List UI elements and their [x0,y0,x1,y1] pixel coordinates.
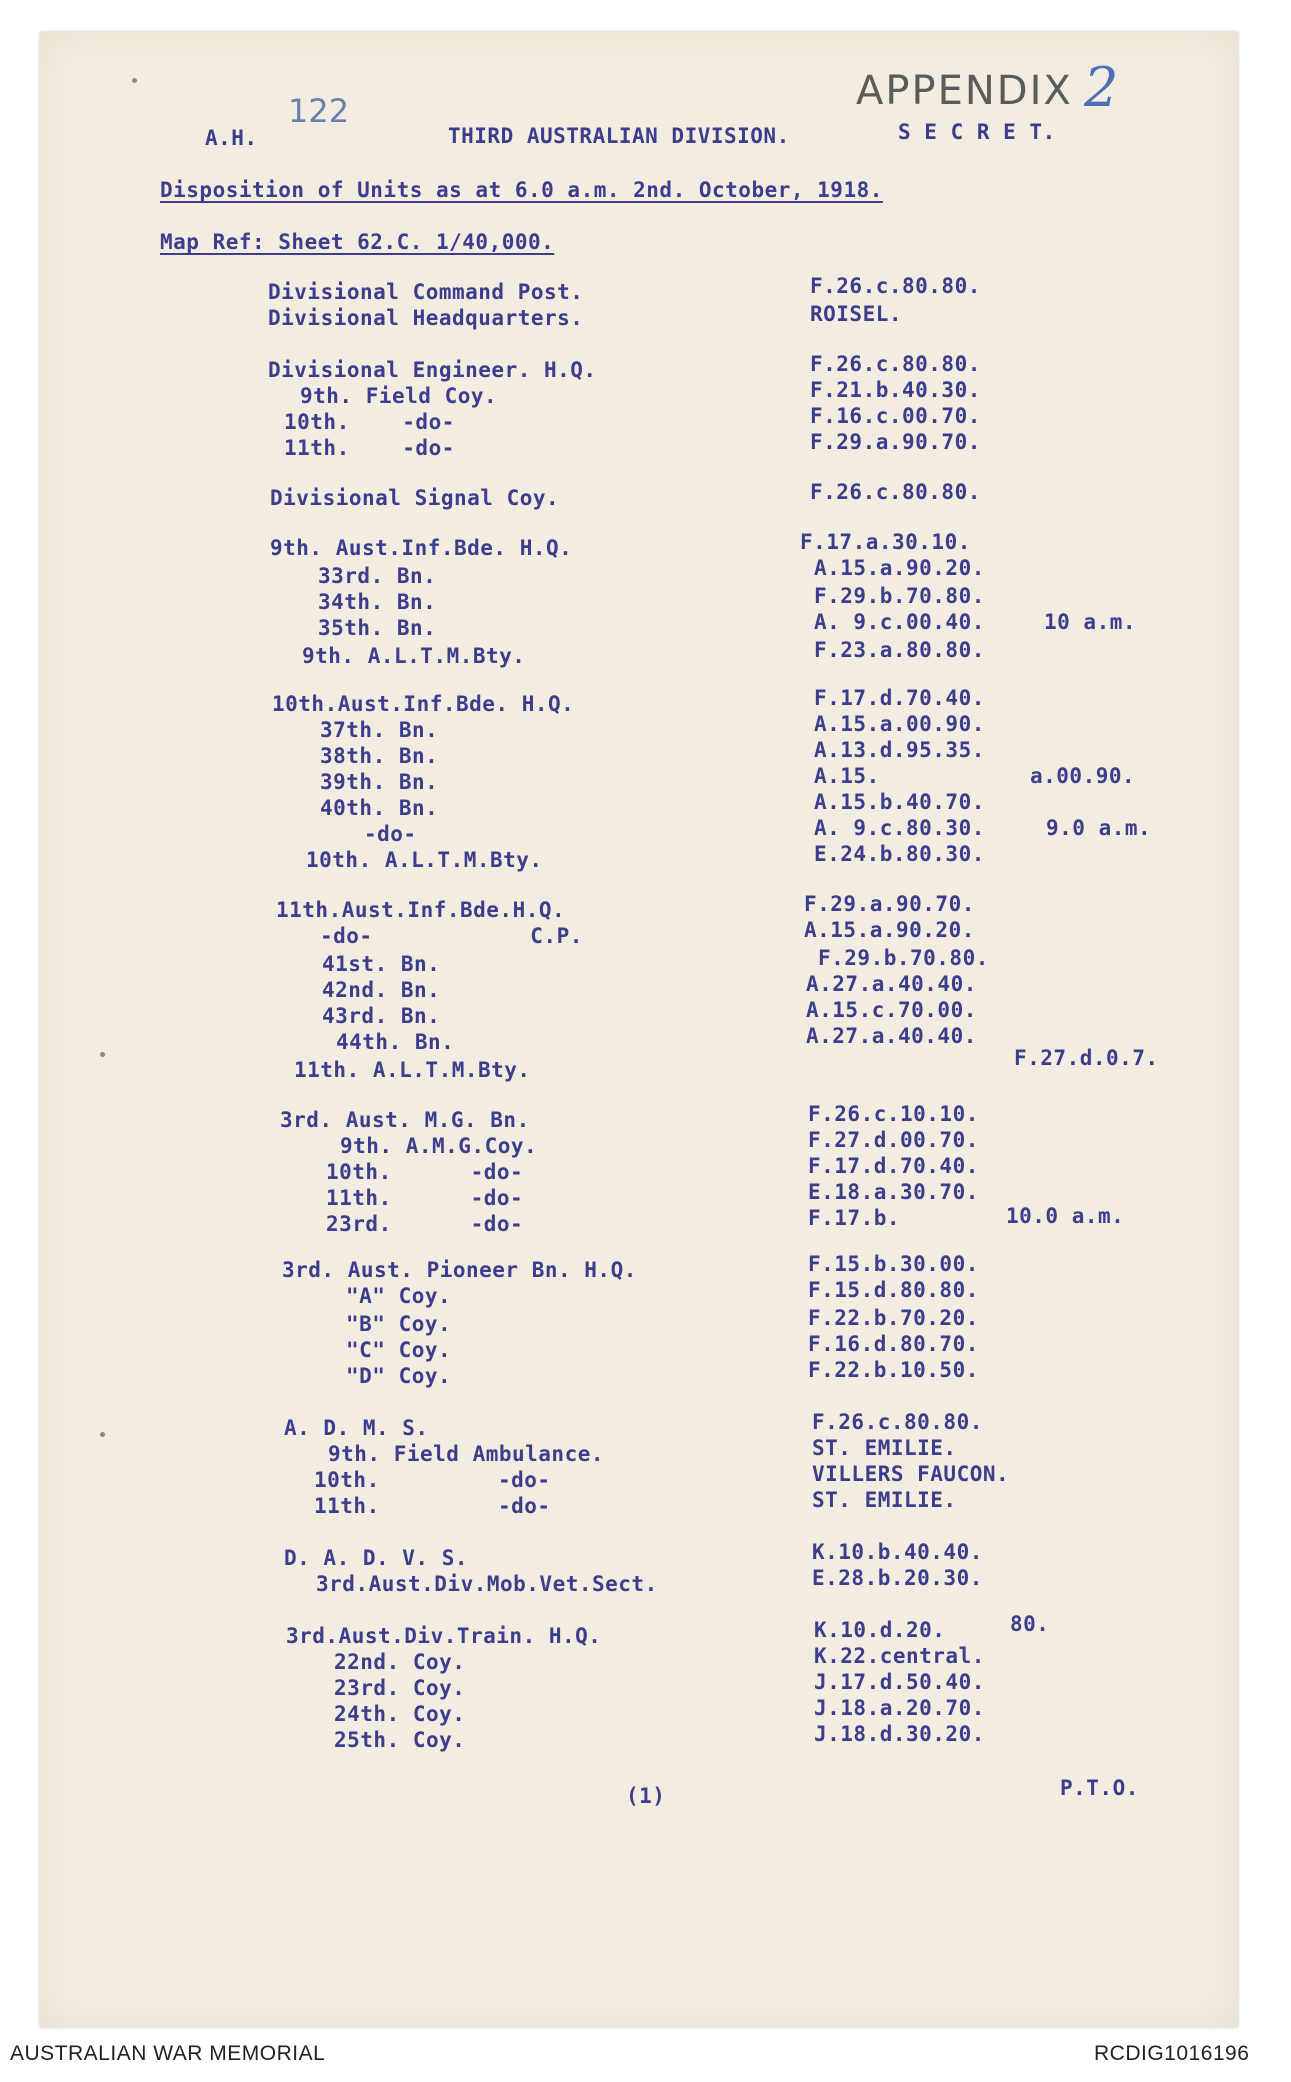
map-ref: E.28.b.20.30. [812,1566,983,1590]
map-ref: F.15.d.80.80. [808,1278,979,1302]
unit-name: -do- [364,822,417,846]
map-ref: ST. EMILIE. [812,1488,957,1512]
page-number: (1) [626,1784,666,1808]
map-ref: F.29.b.70.80. [818,946,989,970]
punch-mark [100,1052,105,1057]
unit-name: 35th. Bn. [318,616,437,640]
unit-name: 34th. Bn. [318,590,437,614]
map-ref: A. 9.c.80.30. [814,816,985,840]
ref-continuation: a.00.90. [1030,764,1136,788]
map-ref: VILLERS FAUCON. [812,1462,1010,1486]
unit-name: "A" Coy. [346,1284,452,1308]
unit-name: 11th. -do- [326,1186,524,1210]
map-ref: F.27.d.00.70. [808,1128,979,1152]
unit-name: 23rd. Coy. [334,1676,466,1700]
map-ref: J.17.d.50.40. [814,1670,985,1694]
unit-name: Divisional Engineer. H.Q. [268,358,597,382]
map-ref: F.26.c.80.80. [810,274,981,298]
unit-name: 22nd. Coy. [334,1650,466,1674]
map-ref: E.18.a.30.70. [808,1180,979,1204]
map-ref: F.29.a.90.70. [804,892,975,916]
map-ref: F.22.b.10.50. [808,1358,979,1382]
unit-name: -do- C.P. [320,924,583,948]
unit-name: 3rd.Aust.Div.Train. H.Q. [286,1624,602,1648]
map-ref: F.16.d.80.70. [808,1332,979,1356]
appendix-number: 2 [1084,56,1119,119]
file-number: 122 [288,92,350,130]
map-ref: F.27.d.0.7. [1014,1046,1159,1070]
unit-name: 9th. Field Ambulance. [328,1442,605,1466]
map-ref: F.29.a.90.70. [810,430,981,454]
map-ref: F.26.c.10.10. [808,1102,979,1126]
map-ref: K.10.d.20. [814,1618,946,1642]
map-ref: F.17.b. [808,1206,901,1230]
map-ref: A.15. [814,764,880,788]
map-ref: E.24.b.80.30. [814,842,985,866]
unit-name: "D" Coy. [346,1364,452,1388]
map-ref: A.13.d.95.35. [814,738,985,762]
punch-mark [132,78,137,83]
map-ref: A.27.a.40.40. [806,972,977,996]
map-ref: A.15.a.90.20. [814,556,985,580]
appendix-stamp: APPENDIX [856,68,1073,114]
unit-name: 44th. Bn. [336,1030,455,1054]
prefix: A.H. [205,126,258,150]
map-ref: A.15.a.90.20. [804,918,975,942]
map-ref: F.17.a.30.10. [800,530,971,554]
map-ref: F.29.b.70.80. [814,584,985,608]
subtitle: Disposition of Units as at 6.0 a.m. 2nd. October, 1918. [160,178,883,202]
map-ref: F.23.a.80.80. [814,638,985,662]
map-ref: F.26.c.80.80. [810,352,981,376]
time-note: 10.0 a.m. [1006,1204,1125,1228]
ref-continuation: 80. [1010,1612,1050,1636]
map-ref: ST. EMILIE. [812,1436,957,1460]
archive-id: RCDIG1016196 [1094,2042,1250,2065]
unit-name: 9th. A.M.G.Coy. [340,1134,538,1158]
map-ref: F.17.d.70.40. [808,1154,979,1178]
map-ref: F.17.d.70.40. [814,686,985,710]
unit-name: 11th. -do- [314,1494,551,1518]
document-title: THIRD AUSTRALIAN DIVISION. [448,124,790,148]
unit-name: 9th. Aust.Inf.Bde. H.Q. [270,536,573,560]
unit-name: 10th. -do- [326,1160,524,1184]
unit-name: 42nd. Bn. [322,978,441,1002]
map-ref: ROISEL. [810,302,903,326]
unit-name: 41st. Bn. [322,952,441,976]
unit-name: D. A. D. V. S. [284,1546,469,1570]
unit-name: 10th. A.L.T.M.Bty. [306,848,543,872]
unit-name: 3rd.Aust.Div.Mob.Vet.Sect. [316,1572,658,1596]
unit-name: "B" Coy. [346,1312,452,1336]
unit-name: 11th. -do- [284,436,455,460]
unit-name: 24th. Coy. [334,1702,466,1726]
unit-name: 38th. Bn. [320,744,439,768]
unit-name: 9th. Field Coy. [300,384,498,408]
map-ref: A.15.a.00.90. [814,712,985,736]
please-turn-over: P.T.O. [1060,1776,1139,1800]
map-ref: A.15.c.70.00. [806,998,977,1022]
unit-name: 43rd. Bn. [322,1004,441,1028]
map-ref: K.10.b.40.40. [812,1540,983,1564]
unit-name: "C" Coy. [346,1338,452,1362]
unit-name: Divisional Headquarters. [268,306,584,330]
map-ref: F.15.b.30.00. [808,1252,979,1276]
map-ref: F.26.c.80.80. [810,480,981,504]
unit-name: 23rd. -do- [326,1212,524,1236]
archive-credit: AUSTRALIAN WAR MEMORIAL [10,2042,326,2065]
map-ref: F.22.b.70.20. [808,1306,979,1330]
unit-name: Divisional Command Post. [268,280,584,304]
classification: S E C R E T. [898,120,1056,144]
map-ref: J.18.a.20.70. [814,1696,985,1720]
unit-name: 3rd. Aust. Pioneer Bn. H.Q. [282,1258,637,1282]
map-ref: K.22.central. [814,1644,985,1668]
map-ref: J.18.d.30.20. [814,1722,985,1746]
map-ref: A. 9.c.00.40. [814,610,985,634]
unit-name: 11th.Aust.Inf.Bde.H.Q. [276,898,566,922]
unit-name: Divisional Signal Coy. [270,486,560,510]
time-note: 10 a.m. [1044,610,1137,634]
unit-name: 10th.Aust.Inf.Bde. H.Q. [272,692,575,716]
unit-name: 3rd. Aust. M.G. Bn. [280,1108,530,1132]
map-ref: F.26.c.80.80. [812,1410,983,1434]
unit-name: 10th. -do- [314,1468,551,1492]
map-ref: F.16.c.00.70. [810,404,981,428]
unit-name: 9th. A.L.T.M.Bty. [302,644,526,668]
unit-name: 40th. Bn. [320,796,439,820]
unit-name: 11th. A.L.T.M.Bty. [294,1058,531,1082]
unit-name: 25th. Coy. [334,1728,466,1752]
time-note: 9.0 a.m. [1046,816,1152,840]
map-reference: Map Ref: Sheet 62.C. 1/40,000. [160,230,555,254]
unit-name: A. D. M. S. [284,1416,429,1440]
map-ref: A.27.a.40.40. [806,1024,977,1048]
punch-mark [100,1432,105,1437]
unit-name: 37th. Bn. [320,718,439,742]
unit-name: 33rd. Bn. [318,564,437,588]
map-ref: F.21.b.40.30. [810,378,981,402]
map-ref: A.15.b.40.70. [814,790,985,814]
unit-name: 10th. -do- [284,410,455,434]
unit-name: 39th. Bn. [320,770,439,794]
document-page [40,32,1238,2027]
